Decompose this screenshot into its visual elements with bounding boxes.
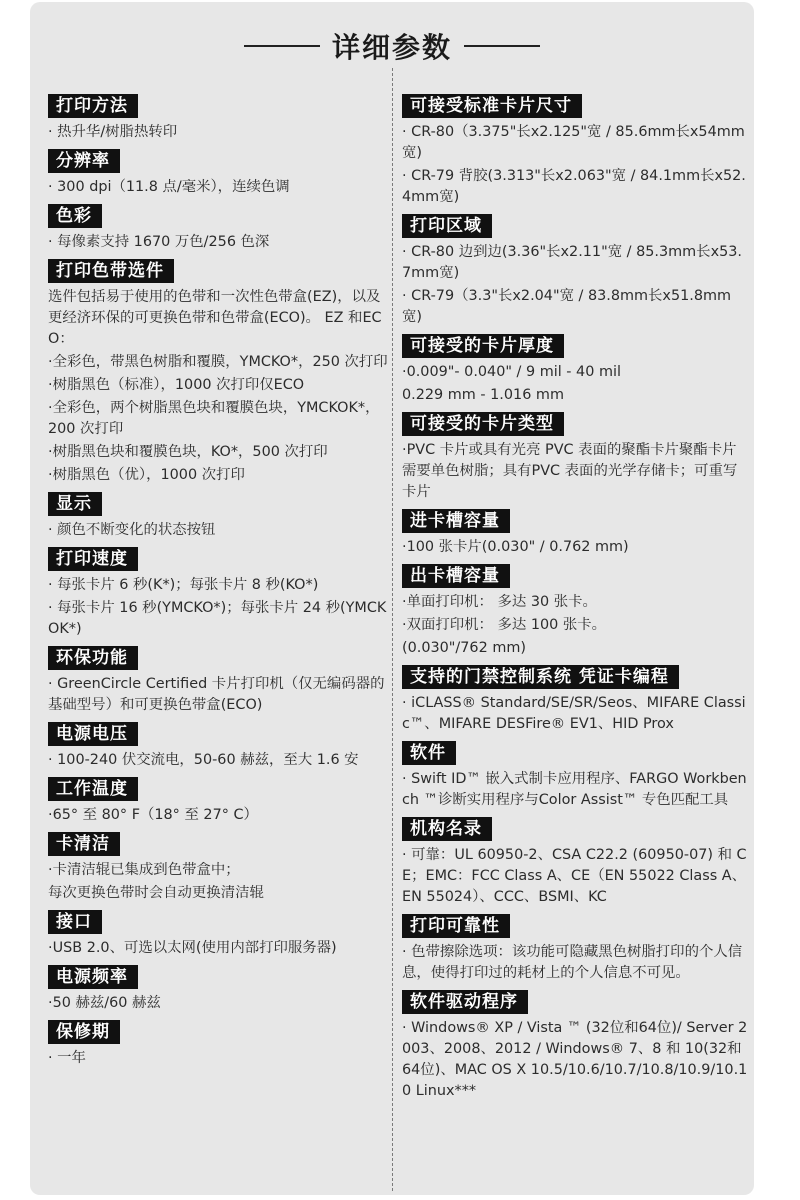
spec-line: ·全彩色，两个树脂黑色块和覆膜色块，YMCKOK*，200 次打印 bbox=[48, 400, 380, 437]
spec-line: ·树脂黑色块和覆膜色块，KO*，500 次打印 bbox=[48, 444, 328, 460]
spec-section bbox=[48, 832, 388, 910]
spec-section bbox=[48, 94, 388, 149]
spec-line: · 可靠：UL 60950-2、CSA C22.2 (60950-07) 和 CE；EMC：FCC Class A、CE（EN 55022 Class A、EN 55024）、CCC、BSMI、KC bbox=[402, 847, 747, 905]
spec-line: ·双面打印机： 多达 100 张卡。 bbox=[402, 617, 607, 633]
spec-section bbox=[48, 149, 388, 204]
spec-section bbox=[402, 94, 748, 214]
spec-line: ·PVC 卡片或具有光亮 PVC 表面的聚酯卡片聚酯卡片需要单色树脂；具有PVC 表面的光学存储卡；可重写卡片 bbox=[402, 442, 738, 500]
spec-line: · Swift ID™ 嵌入式制卡应用程序、FARGO Workbench ™诊断实用程序与Color Assist™ 专色匹配工具 bbox=[402, 771, 747, 808]
spec-section bbox=[402, 509, 748, 564]
page-title: 详细参数 bbox=[331, 31, 452, 64]
title-row bbox=[30, 24, 754, 68]
spec-section bbox=[48, 777, 388, 832]
spec-line: ·65° 至 80° F（18° 至 27° C） bbox=[48, 807, 258, 823]
spec-section bbox=[48, 259, 388, 492]
section-header: 卡清洁 bbox=[48, 832, 120, 856]
spec-line: ·全彩色，带黑色树脂和覆膜，YMCKO*，250 次打印 bbox=[48, 354, 388, 370]
spec-line: · GreenCircle Certified 卡片打印机（仅无编码器的基础型号）和可更换色带盒(ECO) bbox=[48, 676, 385, 713]
spec-line: · Windows® XP / Vista ™ (32位和64位)/ Server 2003、2008、2012 / Windows® 7、8 和 10(32和64位)、MAC OS X 10.5/10.6/10.7/10.8/10.9/10.10 Linux*** bbox=[402, 1020, 748, 1099]
spec-line: (0.030"/762 mm) bbox=[402, 640, 526, 656]
column-divider bbox=[392, 68, 393, 1191]
section-header: 接口 bbox=[48, 910, 102, 934]
section-header: 软件 bbox=[402, 741, 456, 765]
title-right-rule bbox=[464, 45, 540, 47]
spec-line: · CR-79 背胶(3.313"长x2.063"宽 / 84.1mm长x52.4mm宽) bbox=[402, 168, 746, 205]
section-header: 打印速度 bbox=[48, 547, 138, 571]
spec-line: 选件包括易于使用的色带和一次性色带盒(EZ)，以及更经济环保的可更换色带和色带盒(ECO)。 EZ 和ECO： bbox=[48, 289, 382, 347]
spec-section bbox=[48, 910, 388, 965]
spec-section bbox=[402, 817, 748, 914]
section-header: 电源电压 bbox=[48, 722, 138, 746]
spec-section bbox=[402, 214, 748, 334]
spec-line: · 300 dpi（11.8 点/毫米），连续色调 bbox=[48, 179, 290, 195]
spec-section bbox=[48, 547, 388, 646]
spec-section bbox=[48, 1020, 388, 1075]
spec-section bbox=[402, 914, 748, 990]
spec-line: ·卡清洁辊已集成到色带盒中； bbox=[48, 862, 240, 878]
spec-line: · 一年 bbox=[48, 1050, 86, 1066]
spec-section bbox=[402, 564, 748, 665]
right-spec-column bbox=[402, 94, 748, 1108]
spec-line: · 100-240 伏交流电，50-60 赫兹，至大 1.6 安 bbox=[48, 752, 359, 768]
section-header: 打印区域 bbox=[402, 214, 492, 238]
spec-section bbox=[402, 412, 748, 509]
section-header: 可接受标准卡片尺寸 bbox=[402, 94, 582, 118]
spec-line: · 每像素支持 1670 万色/256 色深 bbox=[48, 234, 270, 250]
section-header: 打印方法 bbox=[48, 94, 138, 118]
spec-line: · 颜色不断变化的状态按钮 bbox=[48, 522, 216, 538]
spec-section bbox=[402, 990, 748, 1108]
section-header: 显示 bbox=[48, 492, 102, 516]
spec-line: · 热升华/树脂热转印 bbox=[48, 124, 178, 140]
spec-line: 0.229 mm - 1.016 mm bbox=[402, 387, 564, 403]
spec-line: ·0.009"- 0.040" / 9 mil - 40 mil bbox=[402, 364, 621, 380]
section-header: 可接受的卡片类型 bbox=[402, 412, 564, 436]
spec-line: ·树脂黑色（优），1000 次打印 bbox=[48, 467, 245, 483]
spec-section bbox=[402, 334, 748, 412]
section-header: 打印色带选件 bbox=[48, 259, 174, 283]
spec-panel bbox=[30, 2, 754, 1195]
spec-line: ·100 张卡片(0.030" / 0.762 mm) bbox=[402, 539, 629, 555]
section-header: 支持的门禁控制系统 凭证卡编程 bbox=[402, 665, 679, 689]
spec-line: · 每张卡片 6 秒(K*)；每张卡片 8 秒(KO*) bbox=[48, 577, 319, 593]
spec-section bbox=[48, 204, 388, 259]
spec-line: · 色带擦除选项：该功能可隐藏黑色树脂打印的个人信息，使得打印过的耗材上的个人信息不可见。 bbox=[402, 944, 743, 981]
spec-section bbox=[402, 741, 748, 817]
section-header: 软件驱动程序 bbox=[402, 990, 528, 1014]
spec-line: · CR-79（3.3"长x2.04"宽 / 83.8mm长x51.8mm宽) bbox=[402, 288, 732, 325]
section-header: 分辨率 bbox=[48, 149, 120, 173]
section-header: 保修期 bbox=[48, 1020, 120, 1044]
spec-line: · 每张卡片 16 秒(YMCKO*)；每张卡片 24 秒(YMCKOK*) bbox=[48, 600, 387, 637]
title-left-rule bbox=[244, 45, 320, 47]
section-header: 进卡槽容量 bbox=[402, 509, 510, 533]
spec-line: ·50 赫兹/60 赫兹 bbox=[48, 995, 161, 1011]
spec-section bbox=[48, 492, 388, 547]
spec-section bbox=[48, 646, 388, 722]
section-header: 可接受的卡片厚度 bbox=[402, 334, 564, 358]
section-header: 打印可靠性 bbox=[402, 914, 510, 938]
spec-line: · iCLASS® Standard/SE/SR/Seos、MIFARE Classic™、MIFARE DESFire® EV1、HID Prox bbox=[402, 695, 746, 732]
spec-line: ·树脂黑色（标准），1000 次打印仅ECO bbox=[48, 377, 305, 393]
spec-section bbox=[402, 665, 748, 741]
spec-line: 每次更换色带时会自动更换清洁辊 bbox=[48, 885, 264, 901]
spec-line: · CR-80（3.375"长x2.125"宽 / 85.6mm长x54mm宽) bbox=[402, 124, 745, 161]
section-header: 电源频率 bbox=[48, 965, 138, 989]
section-header: 机构名录 bbox=[402, 817, 492, 841]
section-header: 环保功能 bbox=[48, 646, 138, 670]
section-header: 出卡槽容量 bbox=[402, 564, 510, 588]
spec-line: · CR-80 边到边(3.36"长x2.11"宽 / 85.3mm长x53.7mm宽) bbox=[402, 244, 742, 281]
spec-section bbox=[48, 965, 388, 1020]
section-header: 工作温度 bbox=[48, 777, 138, 801]
section-header: 色彩 bbox=[48, 204, 102, 228]
spec-line: ·USB 2.0、可选以太网(使用内部打印服务器) bbox=[48, 940, 337, 956]
left-spec-column bbox=[48, 94, 388, 1075]
spec-section bbox=[48, 722, 388, 777]
spec-line: ·单面打印机： 多达 30 张卡。 bbox=[402, 594, 597, 610]
